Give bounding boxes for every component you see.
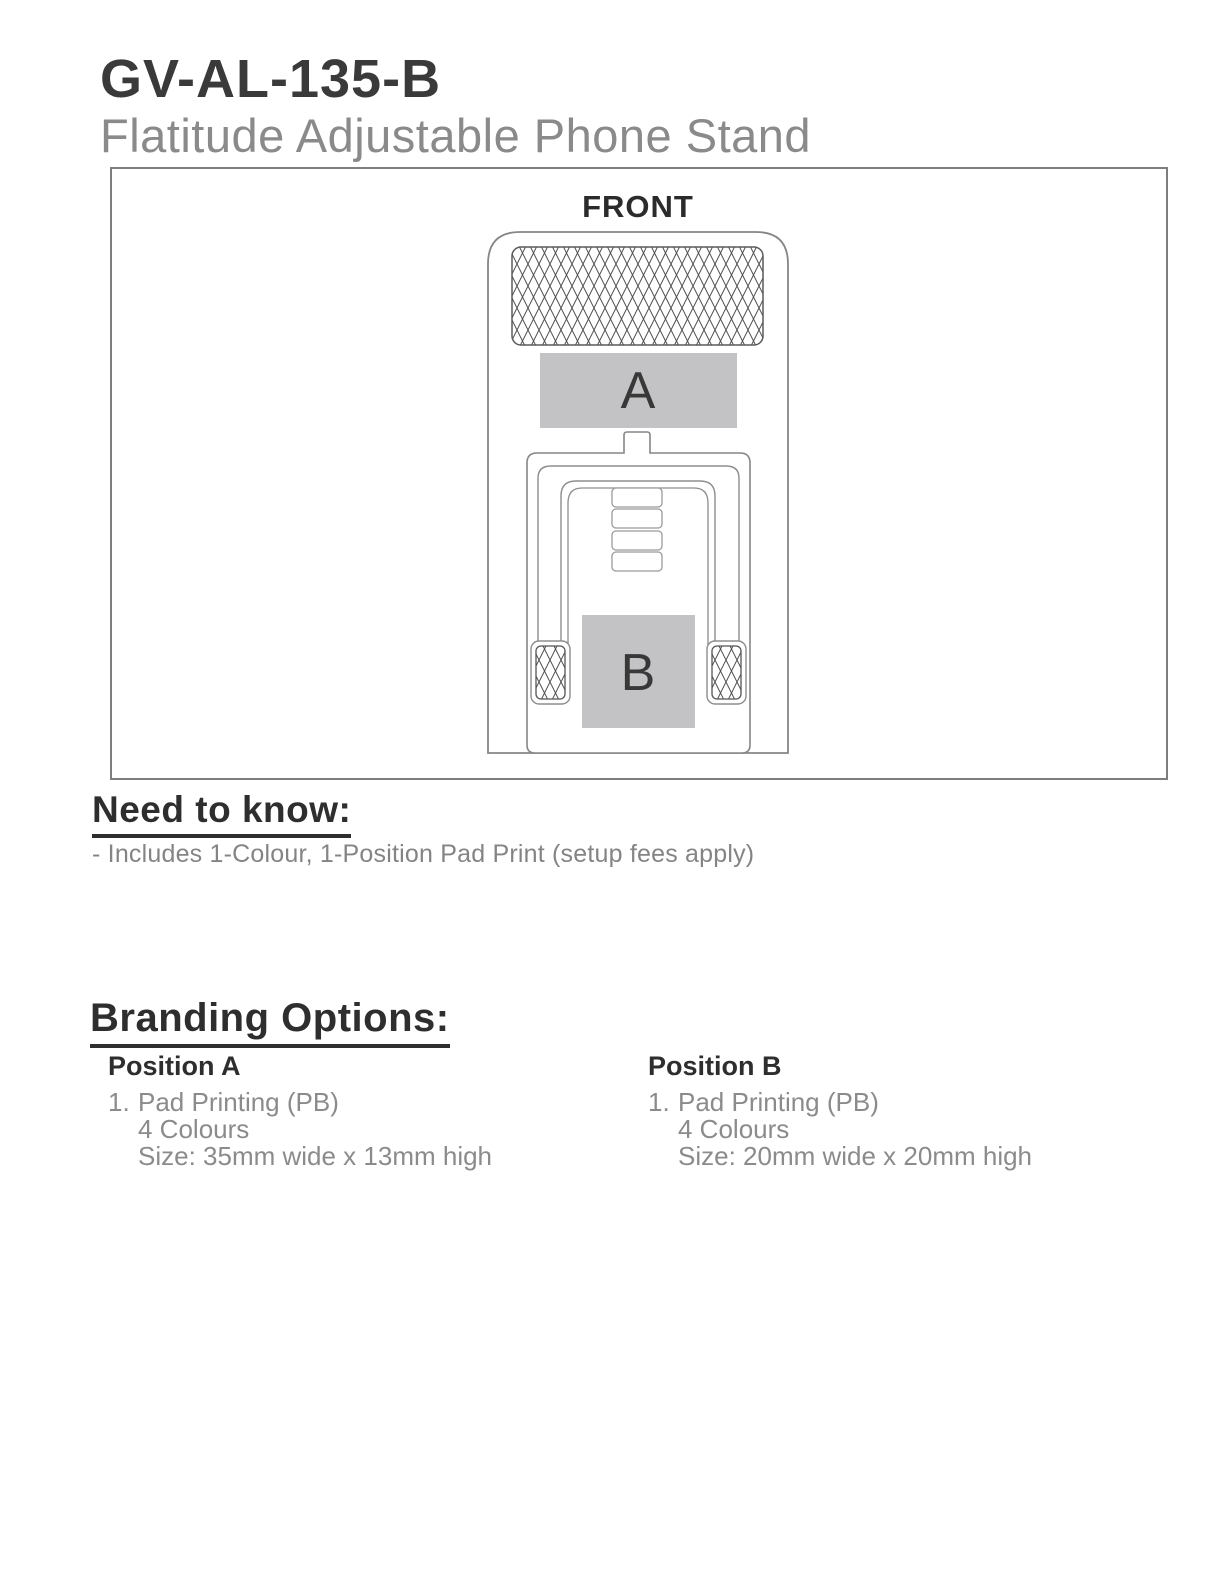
- product-code-title: GV-AL-135-B: [100, 49, 442, 109]
- need-to-know-heading: Need to know:: [92, 789, 351, 838]
- phone-stand-diagram: [110, 167, 1168, 780]
- option-number: 1.: [648, 1087, 670, 1117]
- need-to-know-section: [92, 789, 351, 838]
- option-size: Size: 20mm wide x 20mm high: [678, 1141, 1033, 1171]
- left-foot-grip: [536, 646, 565, 699]
- option-number: 1.: [108, 1087, 130, 1117]
- option-method: Pad Printing (PB): [678, 1087, 879, 1117]
- position-a-title: Position A: [108, 1051, 241, 1081]
- branding-position-b: [648, 1051, 1118, 1170]
- need-to-know-note: - Includes 1-Colour, 1-Position Pad Print (setup fees apply): [92, 840, 755, 868]
- position-a-option: [108, 1089, 578, 1170]
- branding-position-a: [108, 1051, 578, 1170]
- position-b-option: [648, 1089, 1118, 1170]
- option-size: Size: 35mm wide x 13mm high: [138, 1141, 493, 1171]
- front-view-label: FRONT: [582, 189, 694, 224]
- diagram-panel: [110, 167, 1168, 780]
- position-b-title: Position B: [648, 1051, 782, 1081]
- option-method: Pad Printing (PB): [138, 1087, 339, 1117]
- print-area-b-label: B: [620, 644, 656, 702]
- branding-options-heading: Branding Options:: [90, 996, 450, 1048]
- grip-mesh-panel: [512, 247, 763, 345]
- print-area-a-label: A: [620, 362, 656, 420]
- option-colours: 4 Colours: [138, 1114, 250, 1144]
- option-colours: 4 Colours: [678, 1114, 790, 1144]
- right-foot-grip: [712, 646, 741, 699]
- product-name-subtitle: Flatitude Adjustable Phone Stand: [100, 109, 812, 162]
- branding-options-section: [90, 996, 450, 1048]
